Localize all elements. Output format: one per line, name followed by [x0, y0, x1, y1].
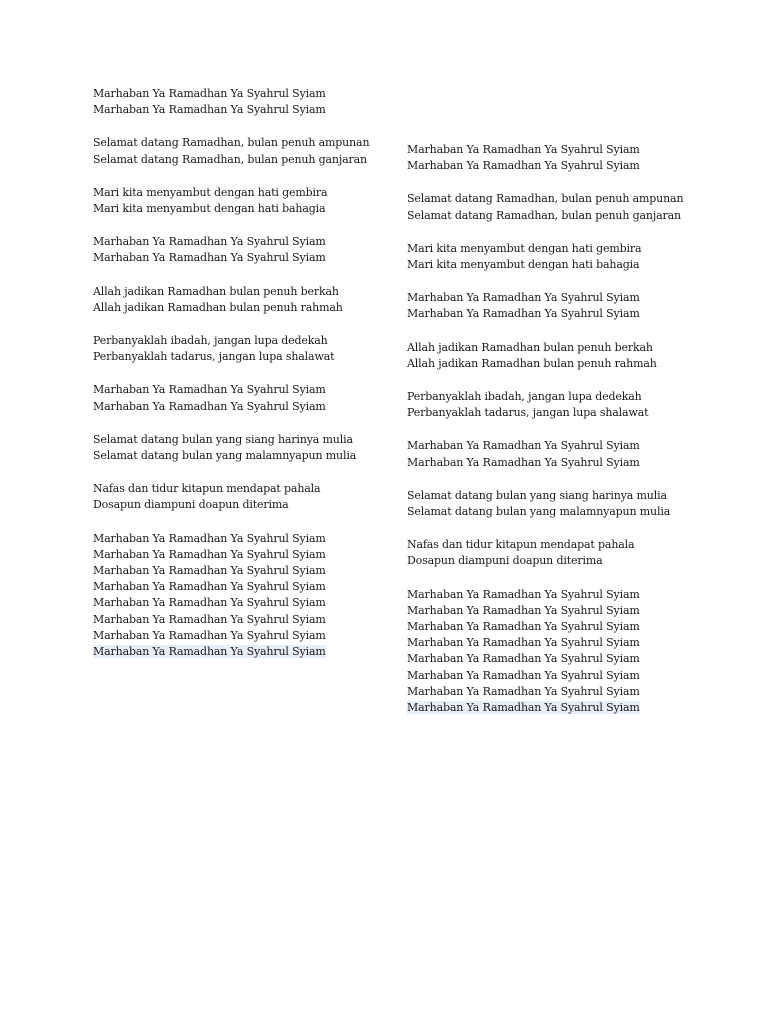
lyric-line-text: Marhaban Ya Ramadhan Ya Syahrul Syiam: [407, 701, 640, 715]
lyric-line-text: Nafas dan tidur kitapun mendapat pahala: [93, 482, 321, 496]
lyric-line-text: Marhaban Ya Ramadhan Ya Syahrul Syiam: [407, 455, 640, 469]
lyric-line: [407, 504, 683, 520]
lyric-line-text: Marhaban Ya Ramadhan Ya Syahrul Syiam: [93, 531, 326, 545]
lyric-line: [93, 448, 369, 464]
lyric-line-text: Allah jadikan Ramadhan bulan penuh rahmah: [93, 300, 343, 314]
lyric-line: [407, 668, 683, 684]
lyric-line-text: Marhaban Ya Ramadhan Ya Syahrul Syiam: [93, 399, 326, 413]
lyric-line: [407, 142, 683, 158]
lyric-line: [93, 185, 369, 201]
lyric-line-text: Perbanyaklah ibadah, jangan lupa dedekah: [407, 390, 642, 404]
lyric-line: [407, 405, 683, 421]
lyric-line: [93, 300, 369, 316]
lyric-line: [93, 135, 369, 151]
lyric-line: [93, 333, 369, 349]
lyric-line-text: Marhaban Ya Ramadhan Ya Syahrul Syiam: [93, 103, 326, 117]
lyric-line: [93, 563, 369, 579]
stanza: [407, 587, 683, 717]
lyric-line-text: Marhaban Ya Ramadhan Ya Syahrul Syiam: [407, 307, 640, 321]
lyric-line: [93, 497, 369, 513]
lyric-line-text: Marhaban Ya Ramadhan Ya Syahrul Syiam: [407, 291, 640, 305]
stanza: [407, 191, 683, 223]
lyric-line-text: Selamat datang Ramadhan, bulan penuh ganjaran: [407, 208, 681, 222]
lyric-line-text: Marhaban Ya Ramadhan Ya Syahrul Syiam: [93, 612, 326, 626]
lyric-line-text: Selamat datang Ramadhan, bulan penuh ampunan: [407, 192, 684, 206]
lyric-line-text: Dosapun diampuni doapun diterima: [407, 554, 603, 568]
lyric-line: [407, 619, 683, 635]
stanza: [407, 537, 683, 569]
lyric-line-text: Selamat datang bulan yang malamnyapun mulia: [407, 505, 671, 519]
lyric-line: [93, 284, 369, 300]
lyric-line-text: Nafas dan tidur kitapun mendapat pahala: [407, 538, 635, 552]
lyric-line-text: Marhaban Ya Ramadhan Ya Syahrul Syiam: [407, 143, 640, 156]
lyric-line: [407, 488, 683, 504]
lyric-line: [407, 340, 683, 356]
lyric-line-text: Marhaban Ya Ramadhan Ya Syahrul Syiam: [93, 645, 326, 659]
stanza: [407, 438, 683, 470]
lyric-line: [93, 234, 369, 250]
lyric-line-text: Marhaban Ya Ramadhan Ya Syahrul Syiam: [407, 636, 640, 650]
lyric-line: [93, 86, 369, 102]
lyric-line: [407, 603, 683, 619]
lyric-line: [93, 579, 369, 595]
stanza: [93, 234, 369, 266]
lyric-line: [93, 152, 369, 168]
lyric-line: [407, 651, 683, 667]
lyric-line: [407, 684, 683, 700]
stanza: [407, 340, 683, 372]
lyric-line: [93, 547, 369, 563]
lyric-line: [407, 700, 683, 716]
lyric-line-text: Marhaban Ya Ramadhan Ya Syahrul Syiam: [407, 684, 640, 698]
lyric-line-text: Allah jadikan Ramadhan bulan penuh berkah: [407, 340, 653, 354]
lyric-line-text: Selamat datang bulan yang siang harinya mulia: [407, 488, 667, 502]
lyric-line-text: Perbanyaklah ibadah, jangan lupa dedekah: [93, 334, 328, 348]
lyric-line-text: Marhaban Ya Ramadhan Ya Syahrul Syiam: [93, 251, 326, 265]
lyric-line: [407, 455, 683, 471]
lyric-line: [407, 257, 683, 273]
lyric-line-text: Marhaban Ya Ramadhan Ya Syahrul Syiam: [407, 587, 640, 601]
stanza: [407, 389, 683, 421]
lyric-line-text: Selamat datang bulan yang malamnyapun mulia: [93, 449, 357, 463]
lyric-line-text: Selamat datang Ramadhan, bulan penuh ganjaran: [93, 152, 367, 166]
lyric-line: [93, 531, 369, 547]
stanza: [93, 531, 369, 661]
stanza: [93, 284, 369, 316]
lyric-line: [93, 644, 369, 660]
stanza: [93, 185, 369, 217]
lyric-line: [407, 537, 683, 553]
stanza: [93, 86, 369, 118]
lyric-line: [93, 595, 369, 611]
lyric-line: [407, 191, 683, 207]
lyric-line: [407, 158, 683, 174]
stanza: [93, 481, 369, 513]
lyric-line-text: Marhaban Ya Ramadhan Ya Syahrul Syiam: [93, 547, 326, 561]
lyric-line-text: Marhaban Ya Ramadhan Ya Syahrul Syiam: [93, 596, 326, 610]
lyric-line-text: Mari kita menyambut dengan hati gembira: [93, 185, 328, 199]
stanza: [93, 382, 369, 414]
stanza: [93, 333, 369, 365]
lyric-line-text: Marhaban Ya Ramadhan Ya Syahrul Syiam: [407, 652, 640, 666]
lyric-line-text: Dosapun diampuni doapun diterima: [93, 498, 289, 512]
lyric-line-text: Marhaban Ya Ramadhan Ya Syahrul Syiam: [407, 620, 640, 634]
lyric-line: [93, 481, 369, 497]
lyric-line-text: Marhaban Ya Ramadhan Ya Syahrul Syiam: [93, 580, 326, 594]
lyric-line: [93, 349, 369, 365]
lyric-line-text: Mari kita menyambut dengan hati gembira: [407, 241, 642, 255]
lyrics-column-right: [407, 142, 683, 733]
lyrics-column-left: [93, 86, 369, 677]
lyric-line: [93, 382, 369, 398]
lyric-line: [407, 635, 683, 651]
lyric-line: [407, 587, 683, 603]
lyric-line: [407, 553, 683, 569]
lyric-line-text: Marhaban Ya Ramadhan Ya Syahrul Syiam: [93, 87, 326, 100]
lyric-line-text: Marhaban Ya Ramadhan Ya Syahrul Syiam: [407, 439, 640, 453]
lyric-line-text: Perbanyaklah tadarus, jangan lupa shalawat: [93, 350, 335, 364]
lyric-line: [93, 628, 369, 644]
lyric-line-text: Marhaban Ya Ramadhan Ya Syahrul Syiam: [93, 383, 326, 397]
lyric-line: [93, 201, 369, 217]
lyric-line: [407, 241, 683, 257]
lyric-line-text: Mari kita menyambut dengan hati bahagia: [93, 202, 326, 216]
lyric-line: [93, 102, 369, 118]
stanza: [407, 488, 683, 520]
stanza: [407, 290, 683, 322]
lyric-line-text: Marhaban Ya Ramadhan Ya Syahrul Syiam: [93, 628, 326, 642]
lyric-line: [407, 208, 683, 224]
lyric-line-text: Marhaban Ya Ramadhan Ya Syahrul Syiam: [407, 603, 640, 617]
stanza: [407, 241, 683, 273]
lyric-line-text: Perbanyaklah tadarus, jangan lupa shalawat: [407, 406, 649, 420]
lyric-line-text: Mari kita menyambut dengan hati bahagia: [407, 258, 640, 272]
lyric-line: [93, 250, 369, 266]
lyric-line: [407, 438, 683, 454]
lyric-line: [407, 389, 683, 405]
lyric-line: [93, 612, 369, 628]
stanza: [93, 135, 369, 167]
lyric-line-text: Allah jadikan Ramadhan bulan penuh rahmah: [407, 356, 657, 370]
lyric-line: [407, 356, 683, 372]
lyric-line-text: Marhaban Ya Ramadhan Ya Syahrul Syiam: [407, 159, 640, 173]
lyric-line: [407, 290, 683, 306]
lyric-line-text: Selamat datang bulan yang siang harinya mulia: [93, 432, 353, 446]
lyric-line: [93, 432, 369, 448]
lyric-line-text: Marhaban Ya Ramadhan Ya Syahrul Syiam: [93, 235, 326, 249]
lyric-line-text: Marhaban Ya Ramadhan Ya Syahrul Syiam: [93, 564, 326, 578]
stanza: [407, 142, 683, 174]
lyric-line: [93, 399, 369, 415]
stanza: [93, 432, 369, 464]
lyric-line: [407, 306, 683, 322]
lyric-line-text: Selamat datang Ramadhan, bulan penuh ampunan: [93, 136, 370, 150]
lyric-line-text: Marhaban Ya Ramadhan Ya Syahrul Syiam: [407, 668, 640, 682]
lyric-line-text: Allah jadikan Ramadhan bulan penuh berkah: [93, 284, 339, 298]
